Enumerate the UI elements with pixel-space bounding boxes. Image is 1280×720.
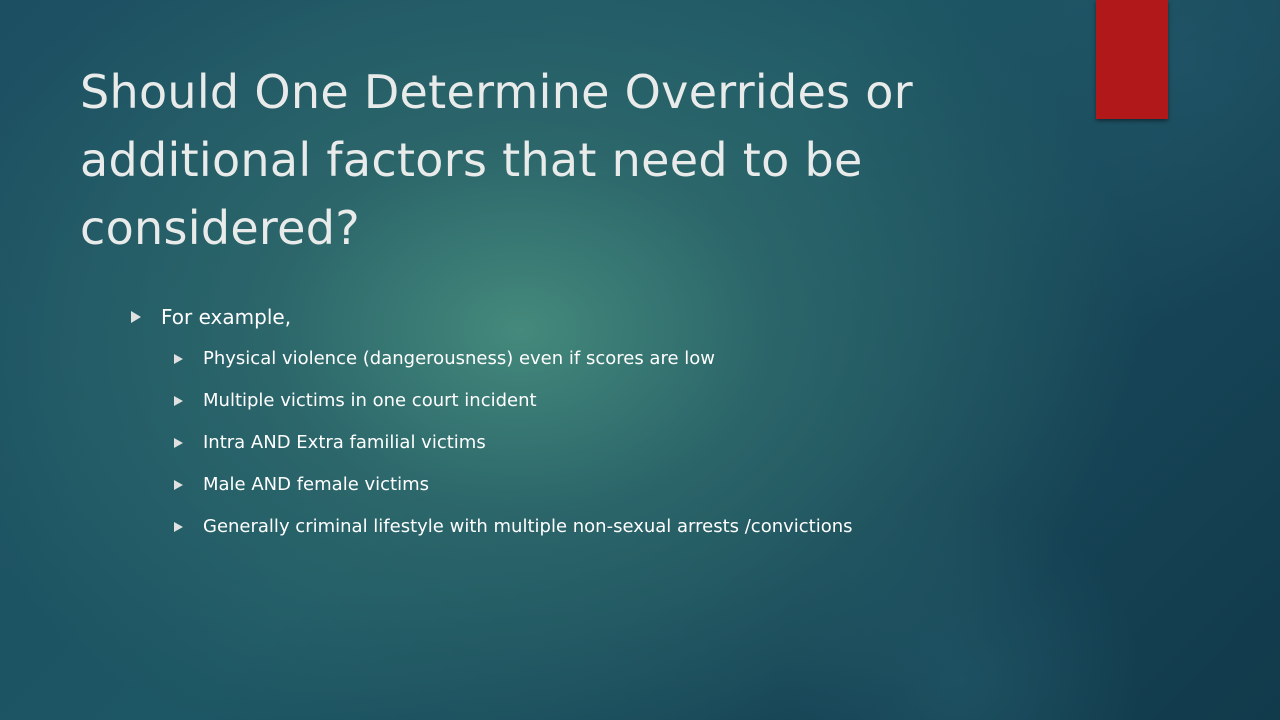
slide-title: Should One Determine Overrides or additional factors that need to be considered?	[80, 65, 913, 255]
sub-bullet-item	[174, 472, 429, 498]
sub-bullet-text: Male AND female victims	[203, 474, 430, 495]
accent-bar	[1096, 0, 1168, 119]
sub-bullet-text: Generally criminal lifestyle with multiple non-sexual arrests /convictions	[203, 516, 853, 537]
right-triangle-icon	[174, 396, 183, 406]
bullet-text: For example,	[161, 305, 292, 329]
right-triangle-icon	[131, 311, 141, 323]
sub-bullet-item	[174, 430, 486, 456]
right-triangle-icon	[174, 480, 183, 490]
sub-bullet-item	[174, 514, 853, 540]
right-triangle-icon	[174, 354, 183, 364]
right-triangle-icon	[174, 438, 183, 448]
sub-bullet-text: Intra AND Extra familial victims	[203, 432, 486, 453]
right-triangle-icon	[174, 522, 183, 532]
sub-bullet-item	[174, 388, 537, 414]
sub-bullet-item	[174, 346, 715, 372]
bullet-item	[131, 303, 291, 331]
sub-bullet-text: Physical violence (dangerousness) even if scores are low	[203, 348, 715, 369]
sub-bullet-text: Multiple victims in one court incident	[203, 390, 537, 411]
